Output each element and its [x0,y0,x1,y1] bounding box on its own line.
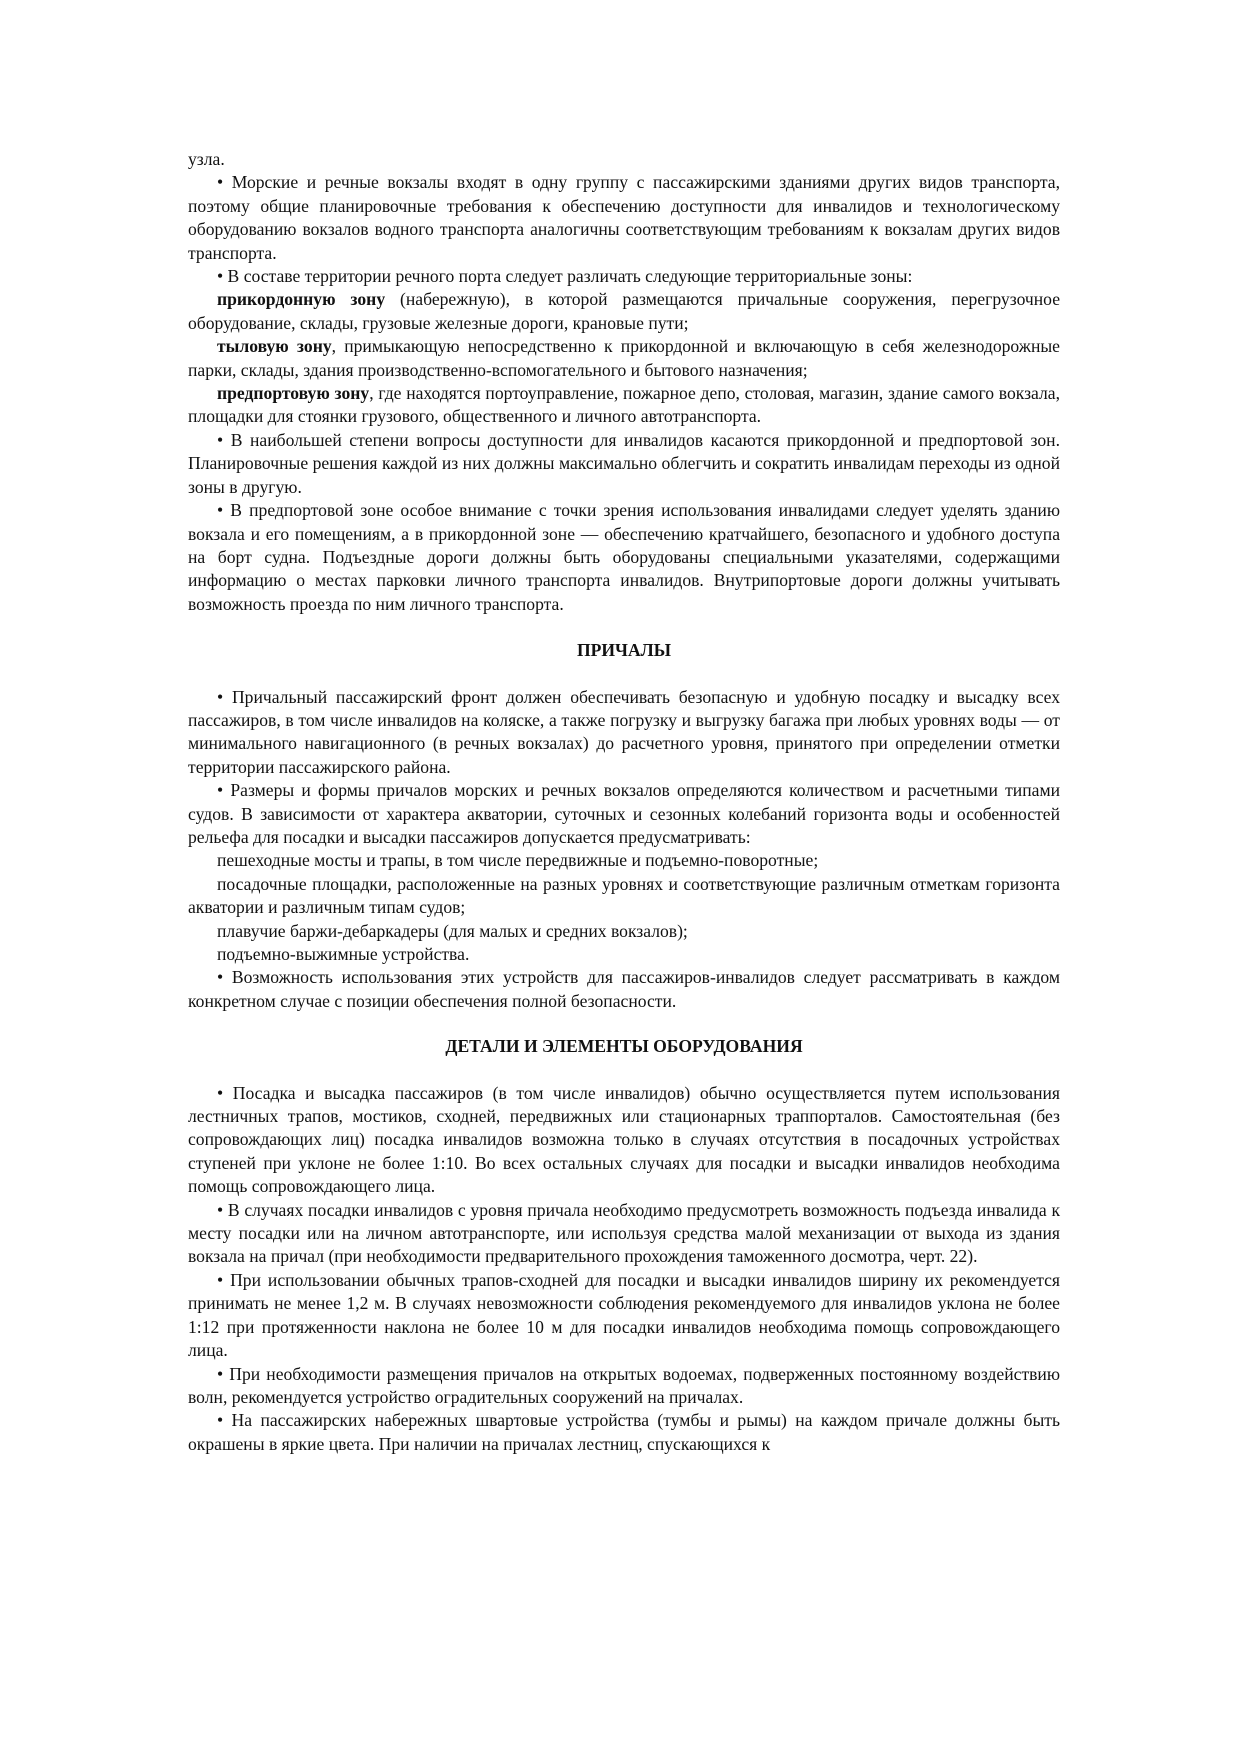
list-item: пешеходные мосты и трапы, в том числе передвижные и подъемно-поворотные; [217,850,819,871]
paragraph: • Возможность использования этих устройств для пассажиров-инвалидов следует рассматривать в каждом конкретном случае с позиции обеспечения полной безопасности. [188,967,1060,1011]
paragraph: • При использовании обычных трапов-сходней для посадки и высадки инвалидов ширину их рекомендуется принимать не менее 1,2 м. В случаях невозможности соблюдения рекомендуемого для инвалидов уклона не более 1:12 при протяженности наклона не более 10 м для посадки инвалидов необходима помощь сопровождающего лица. [188,1269,1060,1361]
term-bold: прикордонную зону [217,289,386,310]
term-bold: тыловую зону [217,336,332,357]
section-heading-berths: ПРИЧАЛЫ [576,640,672,661]
paragraph-zone-preport [188,382,1060,429]
section-heading-equipment: ДЕТАЛИ И ЭЛЕМЕНТЫ ОБОРУДОВАНИЯ [445,1036,803,1057]
paragraph: • В составе территории речного порта следует различать следующие территориальные зоны: [217,266,913,287]
paragraph-continuation: узла. [188,149,225,169]
paragraph: • В случаях посадки инвалидов с уровня причала необходимо предусмотреть возможность подъезда инвалида к месту посадки или на личном автотранспорте, или используя средства малой механизации от выхода из здания вокзала на причал (при необходимости предварительного прохождения таможенного досмотра, черт. 22). [188,1199,1060,1267]
paragraph: • Причальный пассажирский фронт должен обеспечивать безопасную и удобную посадку и высадку всех пассажиров, в том числе инвалидов на коляске, а также погрузку и выгрузку багажа при любых уровнях воды — от минимального навигационного (в речных вокзалах) до расчетного уровня, принятого при определении отметки территории пассажирского района. [188,686,1060,777]
paragraph: • Посадка и высадка пассажиров (в том числе инвалидов) обычно осуществляется путем использования лестничных трапов, мостиков, сходней, передвижных или стационарных траппорталов. Самостоятельная (без сопровождающих лиц) посадка инвалидов возможна только в случаях отсутствия в посадочных устройствах ступеней при уклоне не более 1:10. Во всех остальных случаях для посадки и высадки инвалидов необходима помощь сопровождающего лица. [188,1082,1060,1197]
document-page [188,148,1060,1456]
paragraph-zone-rear [188,335,1060,382]
paragraph-text: (набережную), в которой размещаются причальные сооружения, перегрузочное оборудование, склады, грузовые железные дороги, крановые пути; [188,289,1060,333]
paragraph: • Морские и речные вокзалы входят в одну группу с пассажирскими зданиями других видов транспорта, поэтому общие планировочные требования к обеспечению доступности для инвалидов и технологическому оборудованию вокзалов водного транспорта аналогичны соответствующим требованиям к вокзалам других видов транспорта. [188,172,1060,263]
paragraph: • В предпортовой зоне особое внимание с точки зрения использования инвалидами следует уделять зданию вокзала и его помещениям, а в прикордонной зоне — обеспечению кратчайшего, безопасного и удобного доступа на борт судна. Подъездные дороги должны быть оборудованы специальными указателями, содержащими информацию о местах парковки личного транспорта инвалидов. Внутрипортовые дороги должны учитывать возможность проезда по ним личного транспорта. [188,500,1060,614]
list-item: плавучие баржи-дебаркадеры (для малых и средних вокзалов); [217,920,688,941]
paragraph: • На пассажирских набережных швартовые устройства (тумбы и рымы) на каждом причале должны быть окрашены в яркие цвета. При наличии на причалах лестниц, спускающихся к [188,1410,1060,1454]
paragraph: • При необходимости размещения причалов на открытых водоемах, подверженных постоянному воздействию волн, рекомендуется устройство оградительных сооружений на причалах. [188,1363,1060,1407]
list-item: подъемно-выжимные устройства. [217,944,470,964]
paragraph-text: , где находятся портоуправление, пожарное депо, столовая, магазин, здание самого вокзала, площадки для стоянки грузового, общественного и личного автотранспорта. [188,383,1060,427]
paragraph-text: , примыкающую непосредственно к прикордонной и включающую в себя железнодорожные парки, склады, здания производственно-вспомогательного и бытового назначения; [188,336,1060,380]
paragraph: • Размеры и формы причалов морских и речных вокзалов определяются количеством и расчетными типами судов. В зависимости от характера акватории, суточных и сезонных колебаний горизонта воды и особенностей рельефа для посадки и высадки пассажиров допускается предусматривать: [188,780,1060,847]
paragraph-zone-border [188,288,1060,335]
paragraph: • В наибольшей степени вопросы доступности для инвалидов касаются прикордонной и предпортовой зон. Планировочные решения каждой из них должны максимально облегчить и сократить инвалидам переходы из одной зоны в другую. [188,429,1060,497]
term-bold: предпортовую зону [217,383,370,404]
list-item: посадочные площадки, расположенные на разных уровнях и соответствующие различным отметкам горизонта акватории и различным типам судов; [188,873,1060,918]
